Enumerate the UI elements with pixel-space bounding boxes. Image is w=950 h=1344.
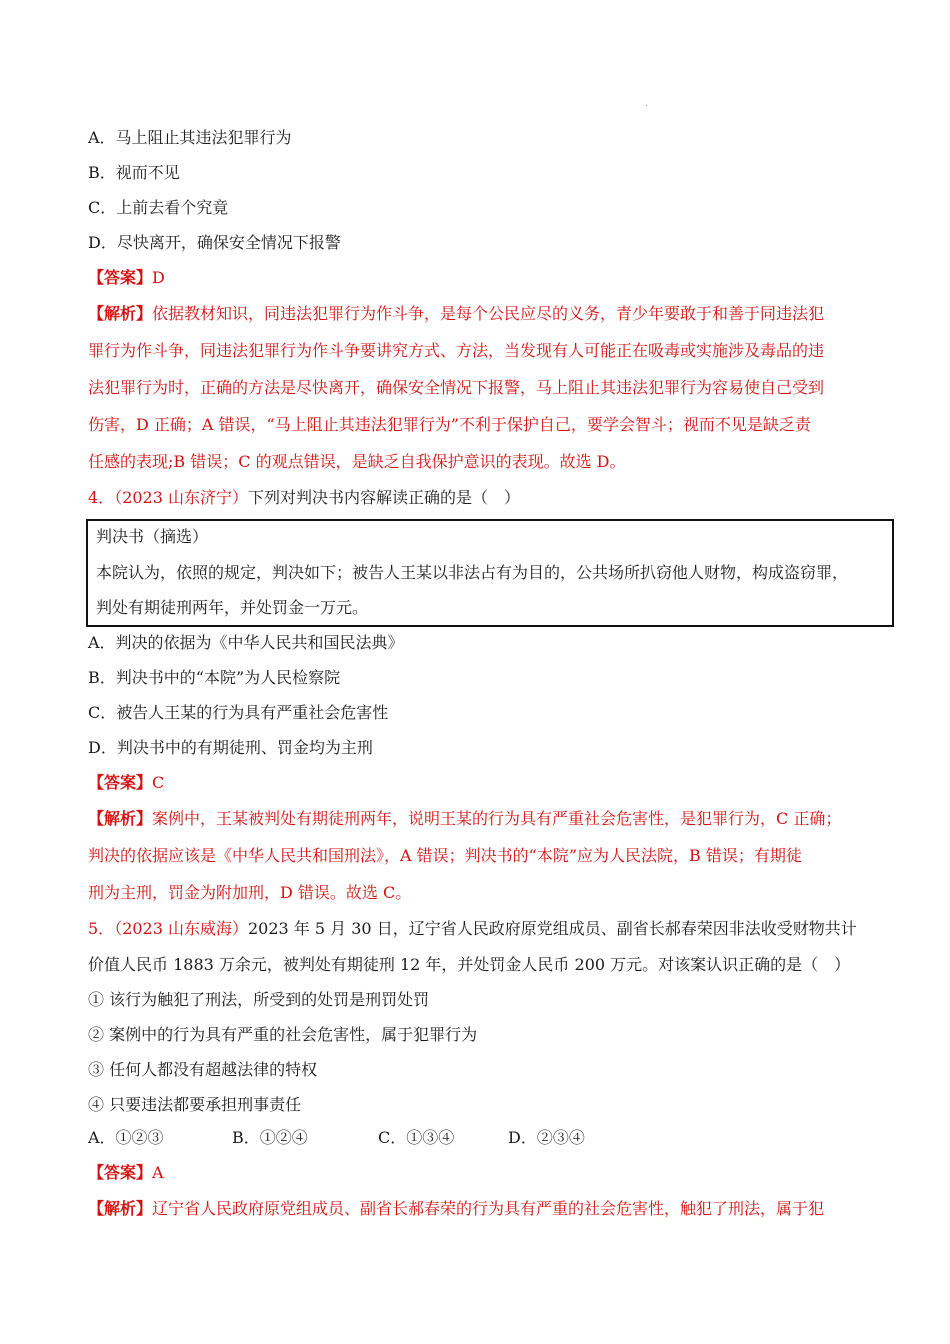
page-marker: . (645, 98, 649, 109)
q3-analysis-line-5: 任感的表现;B 错误；C 的观点错误，是缺乏自我保护意识的表现。故选 D。 (88, 452, 626, 471)
analysis-text: 依据教材知识，同违法犯罪行为作斗争，是每个公民应尽的义务，青少年要敢于和善于同违法犯 (152, 304, 825, 323)
question-number: 4． (88, 488, 115, 507)
question-number: 5． (88, 919, 115, 938)
q4-analysis-line-1 (88, 809, 841, 829)
question-source: （2023 山东威海） (114, 919, 248, 938)
q4-option-c: C．被告人王某的行为具有严重社会危害性 (88, 703, 389, 722)
q3-analysis-line-4: 伤害，D 正确；A 错误，“马上阻止其违法犯罪行为”不利于保护自己，要学会智斗；视而不见是缺乏责 (88, 415, 811, 434)
q3-analysis-line-1 (88, 304, 824, 324)
q5-analysis-line-1 (88, 1199, 824, 1219)
judgment-excerpt-box (86, 519, 894, 627)
q3-option-d: D．尽快离开，确保安全情况下报警 (88, 233, 341, 252)
q4-answer (88, 773, 164, 793)
q5-choice-a: A．①②③ (88, 1128, 164, 1147)
question-source: （2023 山东济宁） (114, 488, 248, 507)
q4-option-a: A．判决的依据为《中华人民共和国民法典》 (88, 633, 404, 652)
question-stem: 下列对判决书内容解读正确的是（ ） (248, 488, 521, 507)
q5-stem-line-1 (88, 919, 857, 939)
q3-analysis-line-3: 法犯罪行为时，正确的方法是尽快离开，确保安全情况下报警，马上阻止其违法犯罪行为容易使自己受到 (88, 378, 825, 397)
q5-choice-b: B．①②④ (232, 1128, 308, 1147)
answer-label: 【答案】 (88, 268, 153, 287)
q5-answer (88, 1163, 164, 1183)
answer-label: 【答案】 (88, 1163, 153, 1182)
q4-stem (88, 488, 520, 508)
analysis-label: 【解析】 (88, 1199, 153, 1218)
answer-value: C (152, 773, 165, 792)
q3-option-a: A．马上阻止其违法犯罪行为 (88, 128, 292, 147)
box-line-1: 本院认为，依照的规定，判决如下；被告人王某以非法占有为目的，公共场所扒窃他人财物，构成盗窃罪， (96, 563, 849, 582)
analysis-text: 案例中，王某被判处有期徒刑两年，说明王某的行为具有严重社会危害性，是犯罪行为，C 正确； (152, 809, 842, 828)
answer-label: 【答案】 (88, 773, 153, 792)
analysis-label: 【解析】 (88, 304, 153, 323)
q3-option-c: C．上前去看个究竟 (88, 198, 229, 217)
box-title: 判决书（摘选） (96, 527, 209, 546)
q5-statement-2: ② 案例中的行为具有严重的社会危害性，属于犯罪行为 (88, 1025, 478, 1044)
answer-value: A (152, 1163, 164, 1182)
answer-value: D (152, 268, 165, 287)
q5-stem-line-2: 价值人民币 1883 万余元，被判处有期徒刑 12 年，并处罚金人民币 200 万元。对该案认识正确的是（ ） (88, 955, 851, 974)
q4-option-b: B．判决书中的“本院”为人民检察院 (88, 668, 341, 687)
q5-statement-1: ① 该行为触犯了刑法，所受到的处罚是刑罚处罚 (88, 990, 430, 1009)
q3-answer (88, 268, 165, 288)
question-stem: 2023 年 5 月 30 日，辽宁省人民政府原党组成员、副省长郝春荣因非法收受财物共计 (248, 919, 857, 938)
q3-option-b: B．视而不见 (88, 163, 180, 182)
q5-statement-3: ③ 任何人都没有超越法律的特权 (88, 1060, 318, 1079)
q4-analysis-line-3: 刑为主刑，罚金为附加刑，D 错误。故选 C。 (88, 883, 412, 902)
box-line-2: 判处有期徒刑两年，并处罚金一万元。 (96, 598, 369, 617)
analysis-label: 【解析】 (88, 809, 153, 828)
q3-analysis-line-2: 罪行为作斗争，同违法犯罪行为作斗争要讲究方式、方法，当发现有人可能正在吸毒或实施涉及毒品的违 (88, 341, 825, 360)
q5-statement-4: ④ 只要违法都要承担刑事责任 (88, 1095, 302, 1114)
analysis-text: 辽宁省人民政府原党组成员、副省长郝春荣的行为具有严重的社会危害性，触犯了刑法，属于犯 (152, 1199, 825, 1218)
q5-choice-d: D．②③④ (508, 1128, 585, 1147)
q4-analysis-line-2: 判决的依据应该是《中华人民共和国刑法》，A 错误；判决书的“本院”应为人民法院，B 错误；有期徒 (88, 846, 802, 865)
q4-option-d: D．判决书中的有期徒刑、罚金均为主刑 (88, 738, 373, 757)
q5-choice-c: C．①③④ (378, 1128, 455, 1147)
